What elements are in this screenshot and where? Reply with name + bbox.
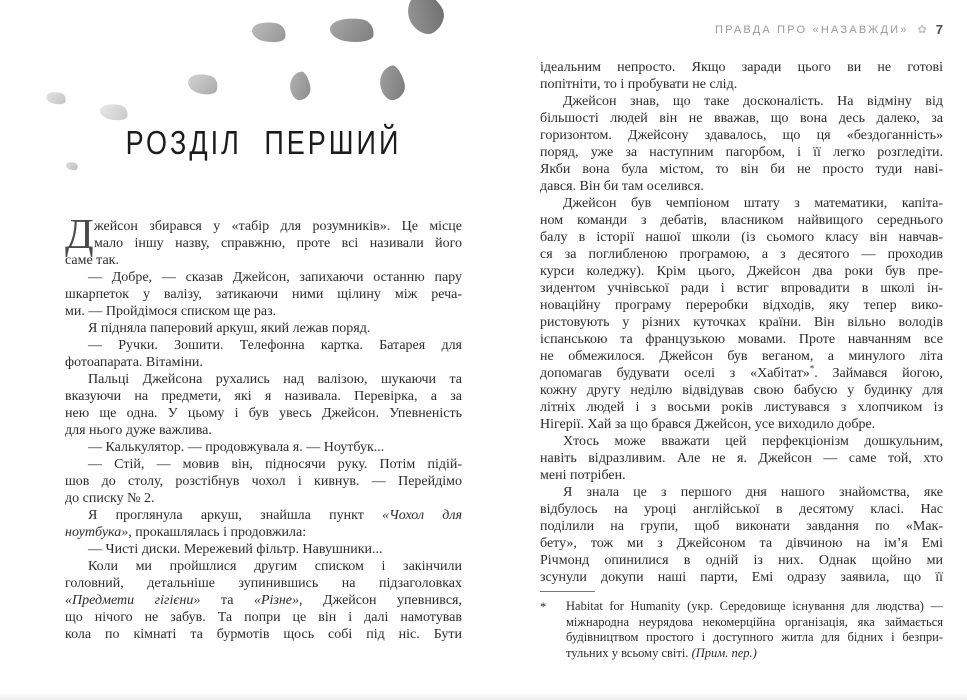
- text-line: ристовують у різних куточках країни. Він вільно володів: [540, 315, 943, 330]
- text-line: поділили на групи, щоб виконати завдання по «Мак-: [540, 519, 943, 534]
- petal-icon: [45, 90, 67, 107]
- text-line: новаційну програму переробки відходів, яку тепер вико-: [540, 298, 943, 313]
- text-line: саме так.: [65, 253, 119, 268]
- text-line: — Стій, — мовив він, підносячи руку. Потім підій-: [88, 457, 462, 472]
- page-number: 7: [935, 22, 943, 37]
- text-line: Я проглянула аркуш, знайшла пункт «Чохол для: [88, 508, 462, 523]
- text-line: ноутбука», прокашлялась і продовжила:: [65, 525, 307, 540]
- text-line: ідеальним непросто. Якщо заради цього ви не готові: [540, 60, 943, 75]
- flower-ornament-icon: ✿: [917, 24, 927, 36]
- text-line: — Добре, — сказав Джейсон, запихаючи останню пару: [88, 270, 462, 285]
- text-line: — Чисті диски. Мережевий фільтр. Навушники...: [88, 542, 383, 557]
- text-line: Джейсон знав, що таке досконалість. На відміну від: [563, 94, 943, 109]
- footnote-lines: [540, 599, 943, 661]
- paragraph: [65, 439, 462, 456]
- text-line: Річмонд опинилися в одній із них. Однак щойно ми: [540, 553, 943, 568]
- text-line: більшості людей він не вважав, що вона десь далеко, за: [540, 111, 943, 126]
- text-line: Я знала це з першого дня нашого знайомства, яке: [563, 485, 943, 500]
- text-line: мало іншу назву, справжню, проте всі називали його: [94, 236, 462, 251]
- text-line: «Предмети гігієни» та «Різне», Джейсон упевнився,: [65, 593, 462, 608]
- text-line: кола по кімнаті та бурмотів щось собі під ніс. Бути: [65, 627, 462, 642]
- chapter-title: РОЗДІЛ ПЕРШИЙ: [125, 124, 402, 162]
- paragraph: [65, 269, 462, 320]
- footnote-marker: *: [540, 600, 547, 614]
- text-line: для нього дуже важлива.: [65, 423, 212, 438]
- text-line: зсунули докупи наші парти, Емі одразу заявила, що її: [540, 570, 943, 585]
- text-line: поряд, уже за наступним пагорбом, і її легко розгледіти.: [540, 145, 943, 160]
- text-line: Я підняла паперовий аркуш, який лежав поряд.: [88, 321, 371, 336]
- footnote-rule: [540, 591, 595, 592]
- text-line: мені потрібен.: [540, 468, 626, 483]
- text-line: Хтось може вважати цей перфекціонізм дошкульним,: [563, 434, 943, 449]
- footnote: [540, 591, 943, 661]
- paragraph: [65, 320, 462, 337]
- left-page-body: [65, 212, 462, 643]
- text-line: — Калькулятор. — продовжувала я. — Ноутбук...: [88, 440, 385, 455]
- paragraph: [540, 484, 943, 586]
- footnote-line: міжнародна неурядова некомерційна організація, яка займається: [566, 614, 943, 629]
- text-line: шов до столу, розстібнув чохол і кивнув. — Перейдімо: [65, 474, 462, 489]
- footnote-body: [540, 599, 943, 661]
- paragraph: [65, 212, 462, 269]
- text-line: попітніти, то і пробувати не слід.: [540, 77, 738, 92]
- text-line: Коли ми пройшлися другим списком і закінчили: [88, 559, 462, 574]
- text-line: жейсон збирався у «табір для розумників». Це місце: [94, 219, 462, 234]
- text-line: фотоапарата. Вітаміни.: [65, 355, 203, 370]
- text-line: допомагав будувати оселі з «Хабітат»*. Займався йогою,: [540, 363, 943, 381]
- text-line: Якби вона була містом, то він би не просто туди наві-: [540, 162, 943, 177]
- text-line: дався. Він би там оселився.: [540, 179, 704, 194]
- text-line: іспанською та французькою мовами. Проте навчанням все: [540, 332, 943, 347]
- right-page: [540, 0, 943, 700]
- text-line: вказуючи на предмети, які я називала. Перевірка, а за: [65, 389, 462, 404]
- text-line: відбулось на уроці англійської в десятому класі. Нас: [540, 502, 943, 517]
- paragraph: [65, 456, 462, 507]
- text-line: нею ще одна. У цьому і був увесь Джейсон. Упевненість: [65, 406, 462, 421]
- paragraph: [540, 93, 943, 195]
- drop-cap: Д: [65, 212, 94, 258]
- right-page-body: [540, 59, 943, 586]
- text-line: головний, детальніше зупинившись на підзаголовках: [65, 576, 462, 591]
- paragraph: [65, 558, 462, 643]
- text-line: кожну другу неділю відвідував свою бабусю у будинку для: [540, 383, 943, 398]
- book-title: ПРАВДА ПРО «НАЗАВЖДИ»: [714, 23, 909, 36]
- text-line: навіть відразливим. Але не я. Джейсон — саме той, хто: [540, 451, 943, 466]
- page-bottom-shade: [0, 693, 967, 700]
- left-page: [65, 0, 462, 700]
- text-line: зидентом учнівської ради і встиг впровадити в школі ін-: [540, 281, 943, 296]
- text-line: балу в історії нашої школи (із сьомого класу він навчав-: [540, 230, 943, 245]
- text-line: що нічого не забув. Та попри це він і далі намотував: [65, 610, 462, 625]
- footnote-line: тульних у всьому світі. (Прим. пер.): [566, 645, 757, 660]
- footnote-line: Habitat for Humanity (укр. Середовище існування для людства) —: [566, 599, 943, 613]
- text-line: Джейсон був чемпіоном штату з математики, капіта-: [563, 196, 943, 211]
- paragraph: [65, 507, 462, 541]
- footnote-line: будівництвом простого і доступного житла для бідних і безпри-: [566, 630, 943, 644]
- paragraph: [65, 337, 462, 371]
- text-line: — Ручки. Зошити. Телефонна картка. Батарея для: [88, 338, 462, 353]
- text-line: літніх людей і з восьми років листувався з хлопчиком із: [540, 400, 943, 415]
- paragraph: [65, 541, 462, 558]
- text-line: не обмежилося. Джейсон був веганом, а минулого літа: [540, 349, 943, 364]
- text-line: бету», тож ми з Джейсоном та дівчиною на ім’я Емі: [540, 536, 943, 551]
- paragraph: [65, 371, 462, 439]
- paragraph: [540, 195, 943, 433]
- text-line: ном команди з дебатів, власником найвищого середнього: [540, 213, 943, 228]
- paragraph: [540, 59, 943, 93]
- text-line: Нігерії. Хай за що брався Джейсон, усе виходило добре.: [540, 417, 876, 432]
- text-line: курси коледжу). Крім цього, Джейсон два роки був пре-: [540, 264, 943, 279]
- text-line: Пальці Джейсона рухались над валізою, шукаючи та: [88, 372, 462, 387]
- text-line: шкарпеток у валізу, затикаючи ними щілину між реча-: [65, 287, 462, 302]
- text-line: ся за поглибленою програмою, а з десятого — проходив: [540, 247, 943, 262]
- paragraph: [540, 433, 943, 484]
- text-line: до списку № 2.: [65, 491, 155, 506]
- text-line: ми. — Пройдімося списком ще раз.: [65, 304, 277, 319]
- text-line: горизонтом. Джейсону здавалось, що ця «бездоганність»: [540, 128, 943, 143]
